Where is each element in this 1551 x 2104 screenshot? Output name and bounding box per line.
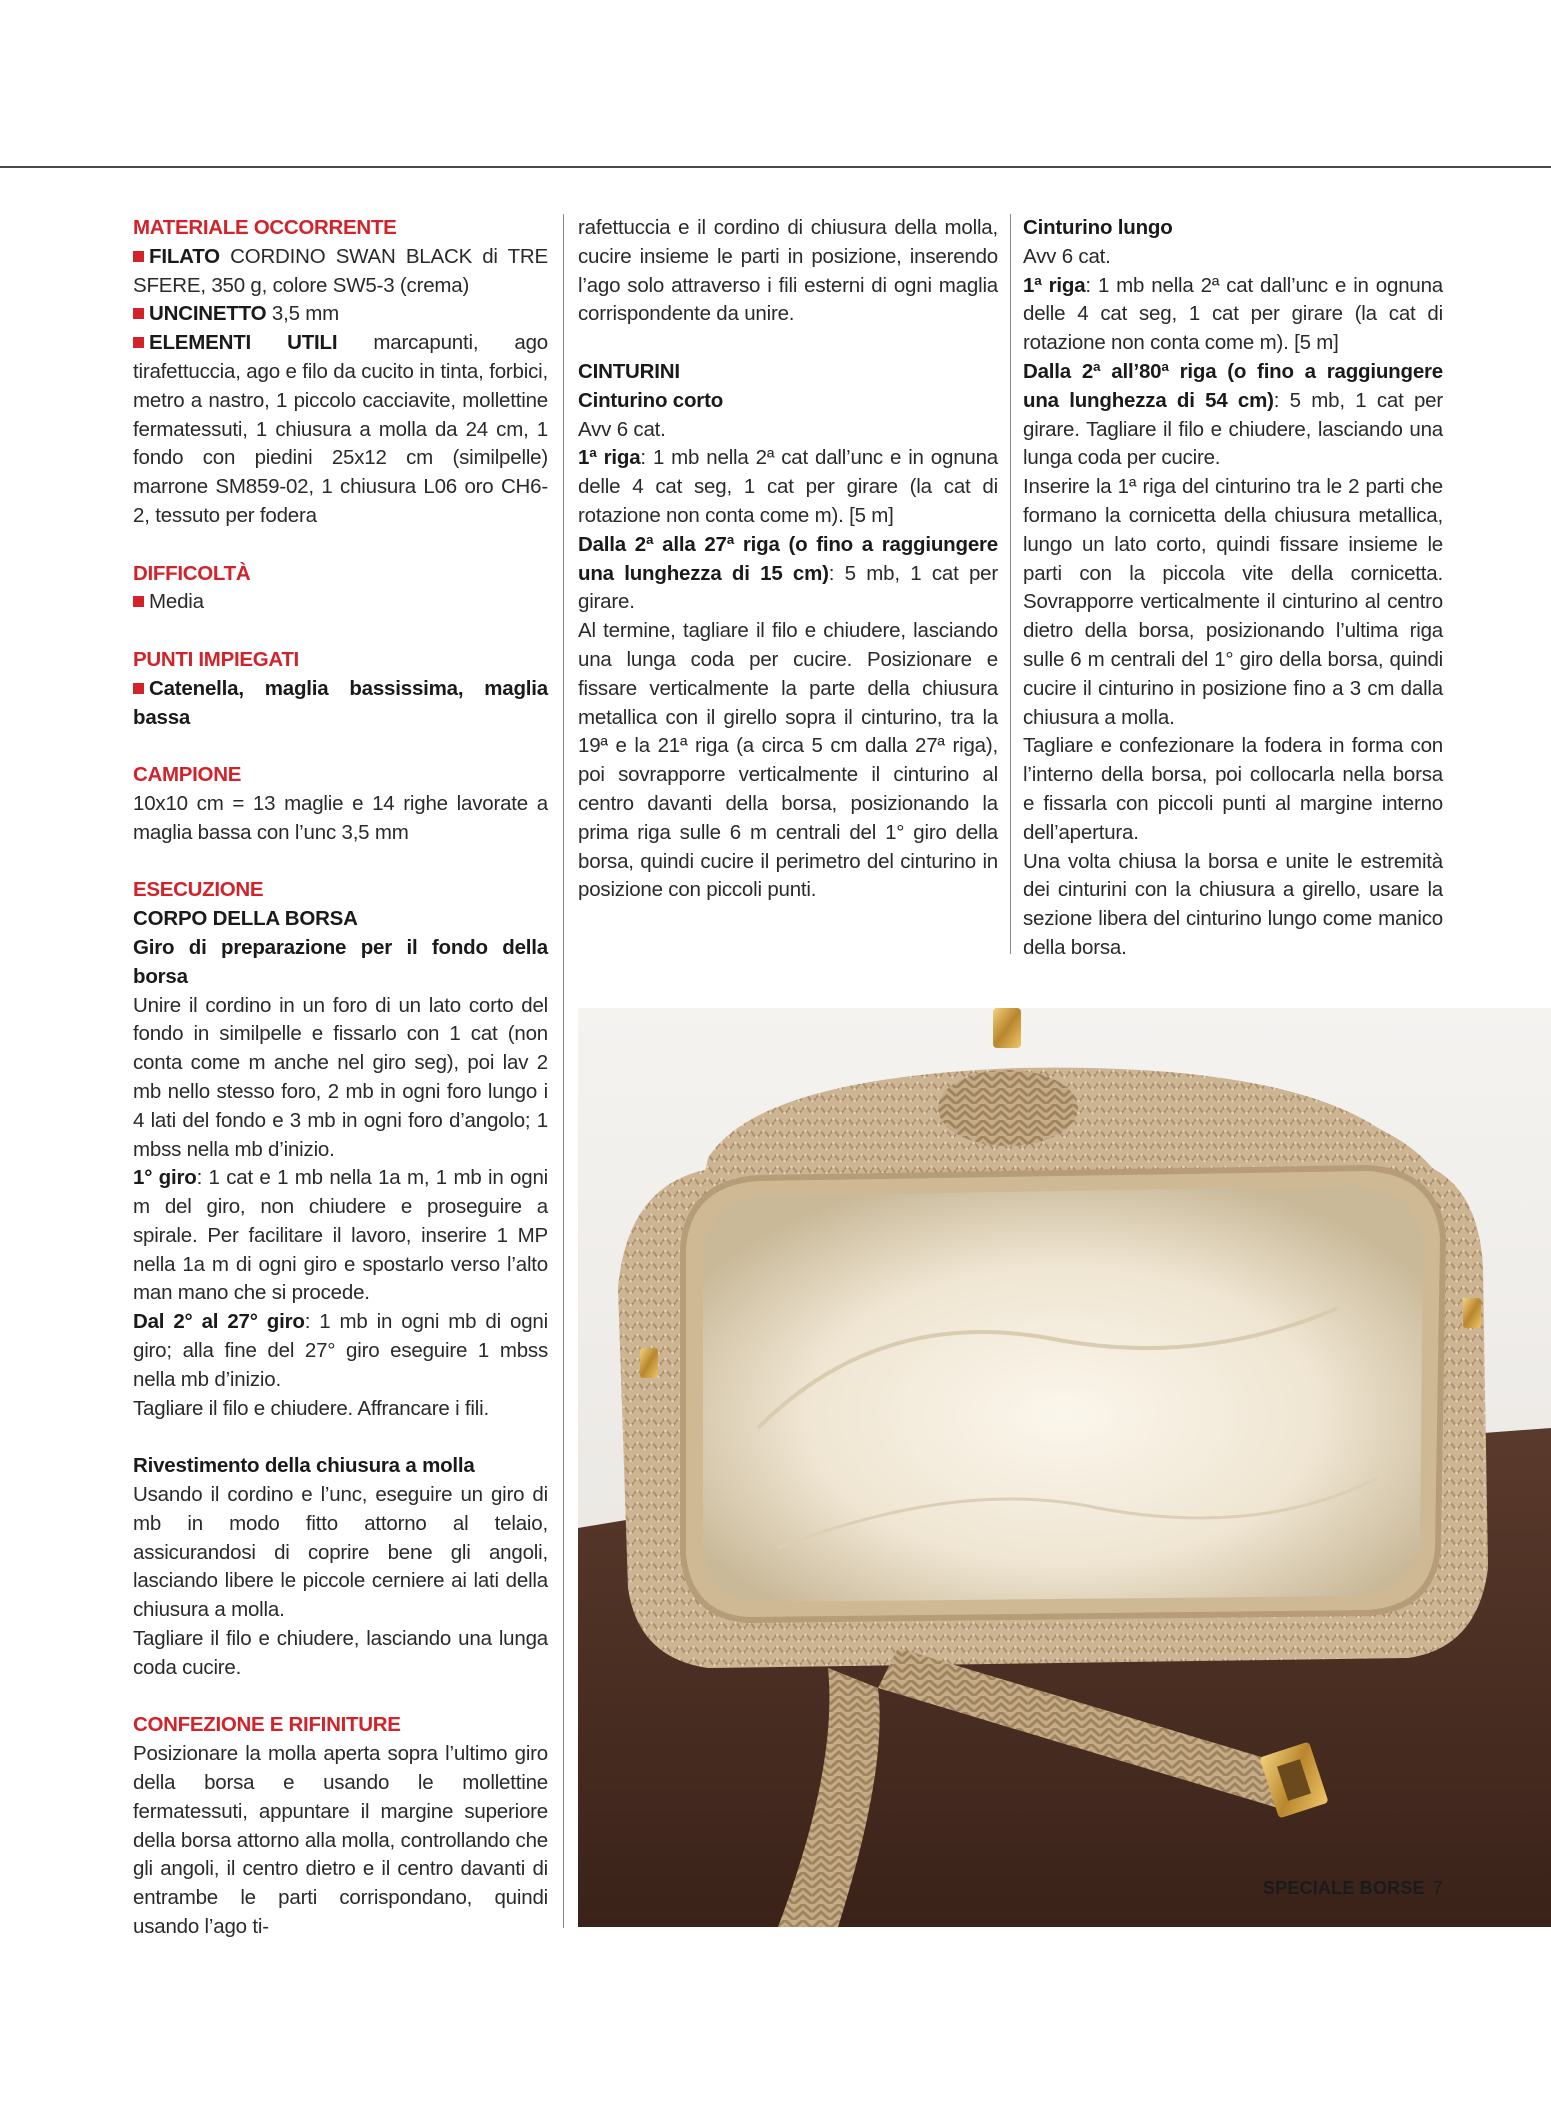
- lungo-riga1-text: : 1 mb nella 2ª cat dall’unc e in ognuna delle 4 cat seg, 1 cat per girare (la cat di rotazione non conta come m). [5 m]: [1023, 273, 1443, 355]
- confezione-text: Posizionare la molla aperta sopra l’ultimo giro della borsa e usando le mollettine fermatessuti, appuntare il margine superiore della borsa attorno alla molla, controllando che gli angoli, il centro dietro e il centro davanti di entrambe le parti corrispondano, quindi usando l’ago ti-: [133, 1742, 548, 1939]
- footer-title: SPECIALE BORSE: [1262, 1878, 1425, 1898]
- section-cinturino-lungo: [1023, 214, 1443, 963]
- materiale-elementi: [133, 329, 548, 531]
- cinturino-lungo-title: Cinturino lungo: [1023, 216, 1173, 239]
- rivestimento-text: Usando il cordino e l’unc, eseguire un giro di mb in modo fitto attorno al telaio, assicurandosi di coprire bene gli angoli, lasciando libere le piccole cerniere ai lati della chiusura a molla.: [133, 1483, 548, 1622]
- lungo-text-1: Inserire la 1ª riga del cinturino tra le 2 parti che formano la cornicetta della chiusura metallica, lungo un lato corto, quindi fissare insieme le parti con la piccola vite della cornicetta. Sovrapporre verticalmente il cinturino al centro dietro della borsa, posizionando l’ultima riga sulle 6 m centrali del 1° giro della borsa, quindi cucire il cinturino in posizione fino a 3 cm dalla chiusura a molla.: [1023, 475, 1443, 729]
- corto-riga1-text: : 1 mb nella 2ª cat dall’unc e in ognuna delle 4 cat seg, 1 cat per girare (la cat di rotazione non conta come m). [5 m]: [578, 446, 998, 527]
- section-difficolta: [133, 560, 548, 618]
- section-title-difficolta: DIFFICOLTÀ: [133, 561, 251, 585]
- section-title-punti: PUNTI IMPIEGATI: [133, 647, 299, 671]
- lungo-riga2: [1023, 358, 1443, 473]
- lungo-riga1: [1023, 272, 1443, 358]
- filato-label: FILATO: [149, 244, 220, 268]
- corto-avv: Avv 6 cat.: [578, 417, 666, 441]
- section-confezione: [133, 1711, 548, 1941]
- clasp-tab: [938, 1070, 1078, 1146]
- section-title-confezione: CONFEZIONE E RIFINITURE: [133, 1713, 401, 1737]
- lungo-riga1-label: 1ª riga: [1023, 273, 1086, 297]
- corto-riga1: [578, 444, 998, 530]
- cinturino-corto-title: Cinturino corto: [578, 388, 724, 412]
- bag-lining: [703, 1186, 1423, 1602]
- rivestimento-title: Rivestimento della chiusura a molla: [133, 1454, 475, 1478]
- punti-item: [133, 675, 548, 733]
- bullet-square-icon: [133, 596, 144, 607]
- materiale-filato: [133, 243, 548, 301]
- section-rivestimento: [133, 1452, 548, 1682]
- cinturini-title: CINTURINI: [578, 359, 680, 383]
- giro2-label: Dal 2° al 27° giro: [133, 1310, 305, 1334]
- lungo-text-3: Una volta chiusa la borsa e unite le estremità dei cinturini con la chiusura a girello, usare la sezione libera del cinturino lungo come manico della borsa.: [1023, 849, 1443, 959]
- column-3: [1023, 214, 1443, 963]
- giro2-text: : 1 mb in ogni mb di ogni giro; alla fine del 27° giro eseguire 1 mbss nella mb d’inizio.: [133, 1310, 548, 1391]
- giro1-paragraph: [133, 1164, 548, 1308]
- bullet-square-icon: [133, 308, 144, 319]
- column-1: [133, 214, 548, 1942]
- lungo-riga2-label: Dalla 2ª all’80ª riga (o fino a raggiungere una lunghezza di 54 cm): [1023, 359, 1443, 412]
- section-title-materiale: MATERIALE OCCORRENTE: [133, 216, 397, 239]
- corto-riga2-label: Dalla 2ª alla 27ª riga (o fino a raggiungere una lunghezza di 15 cm): [578, 532, 998, 585]
- header-rule: [0, 166, 1551, 168]
- corto-riga2-text: : 5 mb, 1 cat per girare.: [578, 561, 998, 614]
- corto-riga1-label: 1ª riga: [578, 446, 641, 470]
- section-esecuzione: [133, 876, 548, 1423]
- giro1-label: 1° giro: [133, 1166, 197, 1190]
- corpo-title: CORPO DELLA BORSA: [133, 907, 358, 931]
- giro1-text: : 1 cat e 1 mb nella 1a m, 1 mb in ogni m del giro, non chiudere e proseguire a spirale. Per facilitare il lavoro, inserire 1 MP nella 1a m di ogni giro e spostarlo verso l’alto man mano che si procede.: [133, 1166, 548, 1305]
- rivestimento-end: Tagliare il filo e chiudere, lasciando una lunga coda cucire.: [133, 1627, 548, 1679]
- section-campione: [133, 761, 548, 847]
- difficolta-item: [133, 588, 548, 617]
- giro-end-text: Tagliare il filo e chiudere. Affrancare i fili.: [133, 1396, 489, 1420]
- punti-value: Catenella, maglia bassissima, maglia bassa: [133, 676, 548, 729]
- page-footer: [1263, 1878, 1443, 1899]
- column-divider-2: [1010, 214, 1011, 954]
- giro2-paragraph: [133, 1308, 548, 1394]
- uncinetto-text: 3,5 mm: [266, 302, 340, 326]
- page-number: 7: [1432, 1878, 1443, 1898]
- lungo-avv: Avv 6 cat.: [1023, 244, 1111, 268]
- right-hinge-icon: [1463, 1298, 1481, 1328]
- campione-text: 10x10 cm = 13 maglie e 14 righe lavorate a maglia bassa con l’unc 3,5 mm: [133, 791, 548, 844]
- lungo-text-2: Tagliare e confezionare la fodera in forma con l’interno della borsa, poi collocarla nella borsa e fissarla con piccoli punti al margine interno dell’apertura.: [1023, 734, 1443, 844]
- elementi-text: marcapunti, ago tirafettuccia, ago e filo da cucito in tinta, forbici, metro a nastro, 1 piccolo cacciavite, mollettine fermatessuti, 1 chiusura a molla da 24 cm, 1 fondo con piedini 25x12 cm (similpelle) marrone SM859-02, 1 chiusura L06 oro CH6-2, tessuto per fodera: [133, 331, 549, 527]
- section-cinturini: [578, 358, 998, 905]
- elementi-label: ELEMENTI UTILI: [149, 331, 338, 355]
- corto-riga2: [578, 531, 998, 617]
- bag-photo: [578, 1008, 1551, 1927]
- bullet-square-icon: [133, 683, 144, 694]
- left-hinge-icon: [640, 1348, 658, 1378]
- giro-prep-title: Giro di preparazione per il fondo della borsa: [133, 935, 548, 988]
- materiale-uncinetto: [133, 300, 548, 329]
- corto-text: Al termine, tagliare il filo e chiudere, lasciando una lunga coda per cucire. Posizionare e fissare verticalmente la parte della chiusura metallica con il girello sopra il cinturino, tra la 19ª e la 21ª riga (a circa 5 cm dalla 27ª riga), poi sovrapporre verticalmente il cinturino al centro davanti della borsa, posizionando la prima riga sulle 6 m centrali del 1° giro della borsa, quindi cucire il perimetro del cinturino in posizione con piccoli punti.: [578, 619, 998, 902]
- continuation-text: rafettuccia e il cordino di chiusura della molla, cucire insieme le parti in posizione, inserendo l’ago solo attraverso i fili esterni di ogni maglia corrispondente da unire.: [578, 216, 998, 326]
- bullet-square-icon: [133, 337, 144, 348]
- giro-prep-text: Unire il cordino in un foro di un lato corto del fondo in similpelle e fissarlo con 1 cat (non conta come m anche nel giro seg), poi lav 2 mb nello stesso foro, 2 mb in ogni foro lungo i 4 lati del fondo e 3 mb in ogni foro d’angolo; 1 mbss nella mb d’inizio.: [133, 993, 548, 1161]
- section-title-campione: CAMPIONE: [133, 763, 242, 787]
- section-title-esecuzione: ESECUZIONE: [133, 878, 264, 902]
- column-2: [578, 214, 998, 905]
- difficolta-value: Media: [149, 590, 204, 614]
- section-materiale: [133, 214, 548, 531]
- clasp-top-icon: [993, 1008, 1021, 1048]
- bullet-square-icon: [133, 251, 144, 262]
- section-punti: [133, 646, 548, 732]
- filato-text: CORDINO SWAN BLACK di TRE SFERE, 350 g, colore SW5-3 (crema): [133, 244, 548, 297]
- uncinetto-label: UNCINETTO: [149, 302, 267, 326]
- section-continuation: [578, 214, 998, 329]
- column-divider-1: [563, 214, 564, 1928]
- lungo-riga2-text: : 5 mb, 1 cat per girare. Tagliare il filo e chiudere, lasciando una lunga coda per cucire.: [1023, 388, 1443, 470]
